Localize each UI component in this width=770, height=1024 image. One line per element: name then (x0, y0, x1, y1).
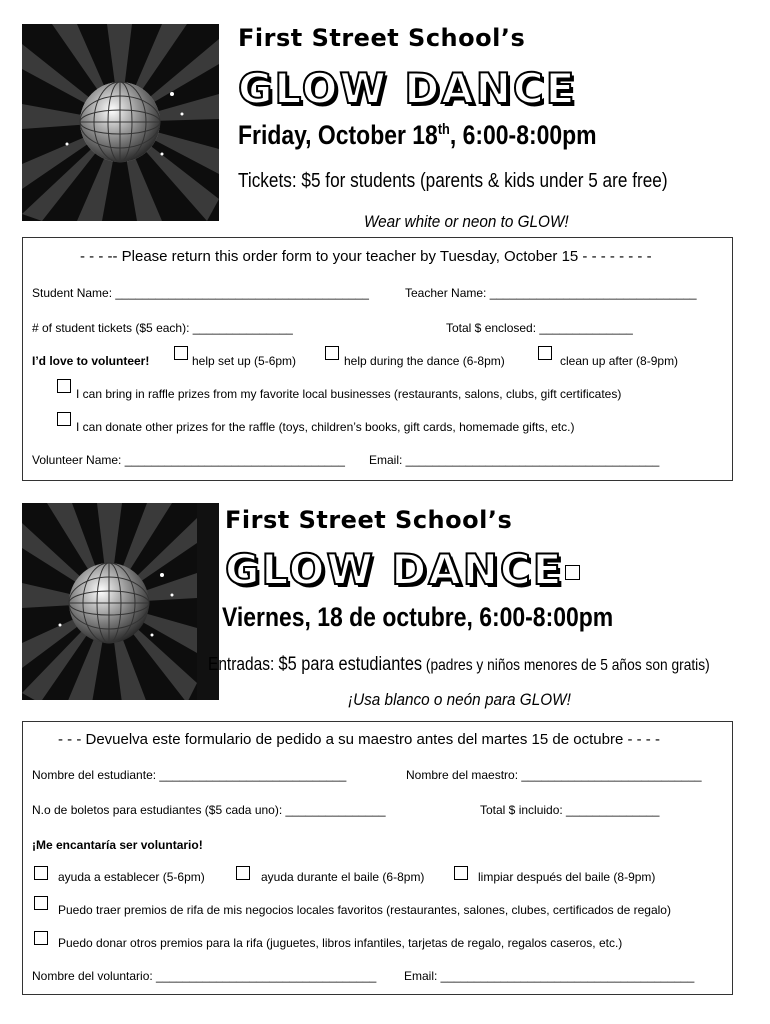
volunteer-name-field[interactable]: Nombre del voluntario: _________________________________ (32, 969, 377, 983)
email-field[interactable]: Email: ______________________________________ (404, 969, 695, 983)
ticket-count-field[interactable]: N.o de boletos para estudiantes ($5 cada uno): _______________ (32, 803, 386, 817)
raffle-donate-checkbox[interactable] (57, 412, 71, 426)
setup-label: ayuda a establecer (5-6pm) (58, 870, 205, 884)
during-dance-checkbox[interactable] (325, 346, 339, 360)
event-date: Friday, October 18th, 6:00-8:00pm (238, 120, 597, 150)
setup-checkbox[interactable] (174, 346, 188, 360)
raffle-bring-checkbox[interactable] (34, 896, 48, 910)
email-field[interactable]: Email: ______________________________________ (369, 453, 660, 467)
during-dance-label: help during the dance (6-8pm) (344, 354, 505, 368)
raffle-donate-label: I can donate other prizes for the raffle (toys, children’s books, gift cards, homemade gifts, etc.) (76, 420, 575, 434)
cleanup-label: clean up after (8-9pm) (560, 354, 679, 368)
raffle-donate-checkbox[interactable] (34, 931, 48, 945)
total-enclosed-field[interactable]: Total $ incluido: ______________ (480, 803, 660, 817)
volunteer-label: I’d love to volunteer! (32, 354, 150, 368)
disco-ball-image (22, 24, 219, 221)
ticket-info: Tickets: $5 for students (parents & kids under 5 are free) (238, 170, 668, 192)
event-title: GLOW DANCE (225, 545, 580, 594)
volunteer-name-field[interactable]: Volunteer Name: _________________________________ (32, 453, 345, 467)
ticket-count-field[interactable]: # of student tickets ($5 each): _______________ (32, 321, 293, 335)
dress-code: Wear white or neon to GLOW! (364, 212, 569, 231)
raffle-bring-label: Puedo traer premios de rifa de mis negocios locales favoritos (restaurantes, salones, clubes, certificados de regalo) (58, 903, 671, 917)
event-title: GLOW DANCE (238, 64, 577, 113)
raffle-donate-label: Puedo donar otros premios para la rifa (juguetes, libros infantiles, tarjetas de regalo, regalos caseros, etc.) (58, 936, 623, 950)
total-enclosed-field[interactable]: Total $ enclosed: ______________ (446, 321, 633, 335)
raffle-bring-label: I can bring in raffle prizes from my favorite local businesses (restaurants, salons, clubs, gift certificates) (76, 387, 622, 401)
cleanup-checkbox[interactable] (538, 346, 552, 360)
setup-label: help set up (5-6pm) (192, 354, 297, 368)
school-name: First Street School’s (238, 24, 526, 52)
volunteer-label: ¡Me encantaría ser voluntario! (32, 838, 203, 852)
order-form-spanish (22, 721, 733, 995)
setup-checkbox[interactable] (34, 866, 48, 880)
student-name-field[interactable]: Nombre del estudiante: ____________________________ (32, 768, 347, 782)
teacher-name-field[interactable]: Teacher Name: _______________________________ (405, 286, 697, 300)
raffle-bring-checkbox[interactable] (57, 379, 71, 393)
cleanup-checkbox[interactable] (454, 866, 468, 880)
disco-ball-image (22, 503, 219, 700)
cleanup-label: limpiar después del baile (8-9pm) (478, 870, 656, 884)
teacher-name-field[interactable]: Nombre del maestro: ___________________________ (406, 768, 702, 782)
event-date: Viernes, 18 de octubre, 6:00-8:00pm (222, 602, 614, 632)
ticket-info: Entradas: $5 para estudiantes (padres y niños menores de 5 años son gratis) (208, 654, 710, 675)
form-header: - - - -- Please return this order form to your teacher by Tuesday, October 15 - - - - - - - - (80, 248, 652, 265)
dress-code: ¡Usa blanco o neón para GLOW! (348, 690, 571, 709)
during-dance-label: ayuda durante el baile (6-8pm) (261, 870, 425, 884)
stray-box-icon (565, 565, 580, 580)
during-dance-checkbox[interactable] (236, 866, 250, 880)
school-name: First Street School’s (225, 506, 513, 534)
form-header: - - - Devuelva este formulario de pedido a su maestro antes del martes 15 de octubre - - - - (58, 731, 660, 748)
student-name-field[interactable]: Student Name: ______________________________________ (32, 286, 369, 300)
